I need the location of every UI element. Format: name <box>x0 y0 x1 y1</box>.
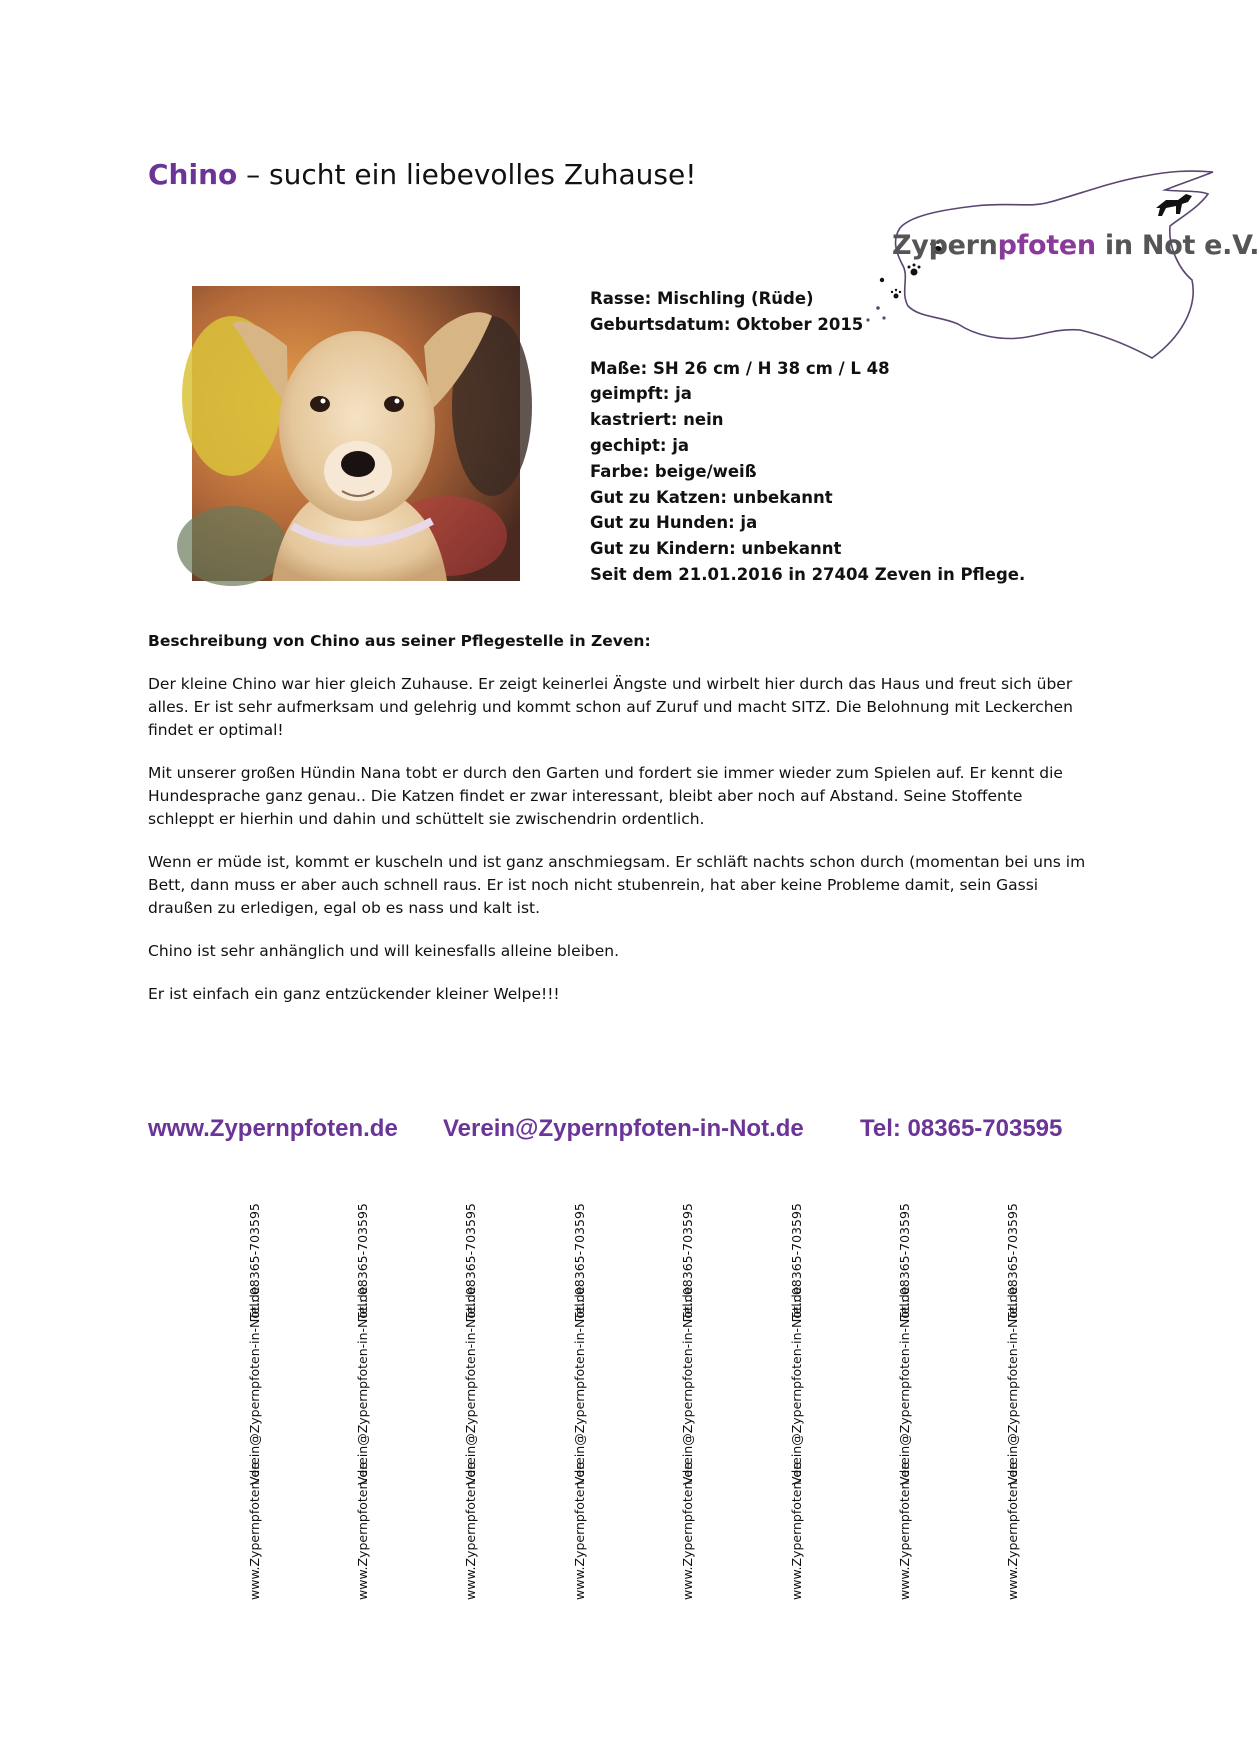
dog-photo <box>192 286 520 581</box>
strip-email: Verein@Zypernpfoten-in-Not.de <box>679 1286 695 1485</box>
strip-phone: Tel: 08365-703595 <box>679 1203 695 1320</box>
strip-website: www.Zypernpfoten.de <box>788 1461 804 1600</box>
strip-website: www.Zypernpfoten.de <box>679 1461 695 1600</box>
dog-name: Chino <box>148 158 238 191</box>
description-title: Beschreibung von Chino aus seiner Pflegestelle in Zeven: <box>148 632 651 650</box>
strip-phone: Tel: 08365-703595 <box>896 1203 912 1320</box>
strip-email: Verein@Zypernpfoten-in-Not.de <box>354 1286 370 1485</box>
fact-color: Farbe: beige/weiß <box>590 461 757 481</box>
strip-phone: Tel: 08365-703595 <box>246 1203 262 1320</box>
strip-phone: Tel: 08365-703595 <box>1004 1203 1020 1320</box>
fact-cats: Gut zu Katzen: unbekannt <box>590 487 833 507</box>
strip-website: www.Zypernpfoten.de <box>896 1461 912 1600</box>
description-paragraph: Chino ist sehr anhänglich und will keinesfalls alleine bleiben. <box>148 942 620 960</box>
strip-phone: Tel: 08365-703595 <box>462 1203 478 1320</box>
page-subtitle: – sucht ein liebevolles Zuhause! <box>237 158 697 191</box>
fact-vaccinated: geimpft: ja <box>590 384 692 404</box>
strip-website: www.Zypernpfoten.de <box>246 1461 262 1600</box>
fact-dogs: Gut zu Hunden: ja <box>590 513 758 533</box>
strip-website: www.Zypernpfoten.de <box>1004 1461 1020 1600</box>
strip-email: Verein@Zypernpfoten-in-Not.de <box>462 1286 478 1485</box>
dog-facts <box>590 286 1025 588</box>
description-section <box>148 630 1093 1026</box>
contact-phone[interactable]: Tel: 08365-703595 <box>860 1115 1063 1142</box>
strip-phone: Tel: 08365-703595 <box>354 1203 370 1320</box>
tear-off-strip <box>673 1203 701 1600</box>
description-paragraph: Mit unserer großen Hündin Nana tobt er durch den Garten und fordert sie immer wieder zum Spielen auf. Er kennt die Hundesprache ganz genau.. Die Katzen findet er zwar interessant, bleibt aber noch auf Abstand. Seine Stoffente schleppt er hierhin und dahin und schüttelt sie zwischendrin ordentlich. <box>148 764 1063 828</box>
strip-phone: Tel: 08365-703595 <box>571 1203 587 1320</box>
logo-text: Zypernpfoten in Not e.V. <box>892 230 1259 261</box>
strip-phone: Tel: 08365-703595 <box>788 1203 804 1320</box>
contact-email[interactable]: Verein@Zypernpfoten-in-Not.de <box>443 1115 804 1142</box>
description-paragraph: Er ist einfach ein ganz entzückender kleiner Welpe!!! <box>148 985 560 1003</box>
tear-off-strip <box>890 1203 918 1600</box>
tear-off-strip <box>456 1203 484 1600</box>
strip-email: Verein@Zypernpfoten-in-Not.de <box>246 1286 262 1485</box>
strip-email: Verein@Zypernpfoten-in-Not.de <box>1004 1286 1020 1485</box>
contact-website[interactable]: www.Zypernpfoten.de <box>148 1115 398 1142</box>
fact-children: Gut zu Kindern: unbekannt <box>590 539 842 559</box>
strip-email: Verein@Zypernpfoten-in-Not.de <box>788 1286 804 1485</box>
strip-email: Verein@Zypernpfoten-in-Not.de <box>896 1286 912 1485</box>
description-paragraph: Der kleine Chino war hier gleich Zuhause. Er zeigt keinerlei Ängste und wirbelt hier durch das Haus und freut sich über alles. Er ist sehr aufmerksam und gelehrig und kommt schon auf Zuruf und macht SITZ. Die Belohnung mit Leckerchen findet er optimal! <box>148 675 1073 739</box>
strip-website: www.Zypernpfoten.de <box>462 1461 478 1600</box>
tear-off-strip <box>998 1203 1026 1600</box>
fact-foster-since: Seit dem 21.01.2016 in 27404 Zeven in Pflege. <box>590 564 1026 584</box>
tear-off-strip <box>565 1203 593 1600</box>
fact-neutered: kastriert: nein <box>590 410 724 430</box>
tear-off-strip <box>240 1203 268 1600</box>
fact-measurements: Maße: SH 26 cm / H 38 cm / L 48 <box>590 358 890 378</box>
tear-off-strip <box>348 1203 376 1600</box>
fact-chipped: gechipt: ja <box>590 435 690 455</box>
tear-off-strip <box>782 1203 810 1600</box>
description-paragraph: Wenn er müde ist, kommt er kuscheln und ist ganz anschmiegsam. Er schläft nachts schon durch (momentan bei uns im Bett, dann muss er aber auch schnell raus. Er ist noch nicht stubenrein, hat aber keine Probleme damit, sein Gassi draußen zu erledigen, egal ob es nass und kalt ist. <box>148 853 1086 917</box>
fact-breed: Rasse: Mischling (Rüde) <box>590 289 814 308</box>
strip-website: www.Zypernpfoten.de <box>354 1461 370 1600</box>
page-title <box>148 158 696 192</box>
strip-website: www.Zypernpfoten.de <box>571 1461 587 1600</box>
strip-email: Verein@Zypernpfoten-in-Not.de <box>571 1286 587 1485</box>
fact-birthdate: Geburtsdatum: Oktober 2015 <box>590 314 864 334</box>
